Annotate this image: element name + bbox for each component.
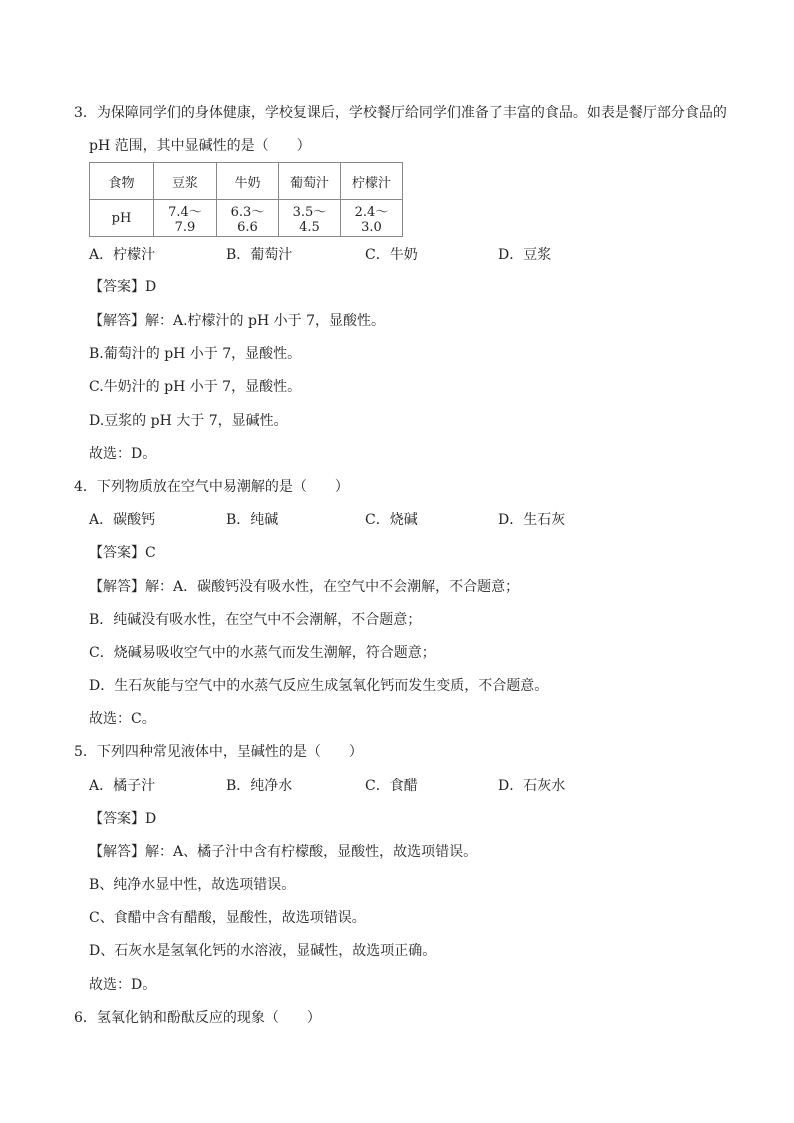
q4-option-d: D．生石灰 [498,512,566,528]
q3-option-d: D．豆浆 [498,247,552,263]
ph-table-header-row [90,163,403,200]
q3-answer: 【答案】D [89,279,157,295]
q3-stem-line2: pH 范围，其中显碱性的是（ ） [89,138,311,154]
q3-analysis-line: D.豆浆的 pH 大于 7，显碱性。 [89,413,288,429]
q6-stem: 6．氢氧化钠和酚酞反应的现象（ ） [74,1010,321,1026]
q5-stem: 5．下列四种常见液体中，呈碱性的是（ ） [74,744,363,760]
q3-analysis-line: 故选：D。 [89,446,157,462]
q3-option-c: C．牛奶 [365,247,418,263]
q5-answer: 【答案】D [89,811,157,827]
table-cell: 牛奶 [217,163,279,200]
q5-analysis-line: 【解答】解：A、橘子汁中含有柠檬酸，显酸性，故选项错误。 [89,844,478,860]
q4-option-a: A．碳酸钙 [89,512,156,528]
table-cell: 6.3～6.6 [217,200,279,237]
ph-table [89,162,403,237]
q4-analysis-line: B．纯碱没有吸水性，在空气中不会潮解，不合题意； [89,612,422,628]
q3-analysis-line: C.牛奶汁的 pH 小于 7，显酸性。 [89,379,302,395]
q4-stem: 4．下列物质放在空气中易潮解的是（ ） [74,479,349,495]
table-cell: pH [90,200,154,237]
table-cell: 7.4～7.9 [154,200,217,237]
q4-analysis-line: 故选：C。 [89,711,156,727]
table-cell: 2.4～3.0 [341,200,403,237]
q3-stem-line1: 3．为保障同学们的身体健康，学校复课后，学校餐厅给同学们准备了丰富的食品。如表是餐厅部分食品的 [74,105,727,121]
q5-analysis-line: B、纯净水显中性，故选项错误。 [89,877,296,893]
q5-option-d: D．石灰水 [498,778,566,794]
q5-option-a: A．橘子汁 [89,778,156,794]
table-cell: 葡萄汁 [279,163,341,200]
q5-analysis-line: D、石灰水是氢氧化钙的水溶液，显碱性，故选项正确。 [89,943,437,959]
q5-analysis-line: C、食醋中含有醋酸，显酸性，故选项错误。 [89,910,366,926]
q3-analysis-line: 【解答】解：A.柠檬汁的 pH 小于 7，显酸性。 [89,313,385,329]
q4-analysis-line: D．生石灰能与空气中的水蒸气反应生成氢氧化钙而发生变质，不合题意。 [89,678,549,694]
q4-answer: 【答案】C [89,545,156,561]
q4-option-b: B．纯碱 [226,512,279,528]
table-cell: 豆浆 [154,163,217,200]
ph-table-value-row [90,200,403,237]
q3-option-b: B．葡萄汁 [226,247,293,263]
q4-analysis-line: C．烧碱易吸收空气中的水蒸气而发生潮解，符合题意； [89,645,436,661]
table-cell: 3.5～4.5 [279,200,341,237]
q5-analysis-line: 故选：D。 [89,977,157,993]
table-cell: 柠檬汁 [341,163,403,200]
q5-option-b: B．纯净水 [226,778,293,794]
q4-option-c: C．烧碱 [365,512,418,528]
q3-option-a: A．柠檬汁 [89,247,156,263]
q4-analysis-line: 【解答】解：A．碳酸钙没有吸水性，在空气中不会潮解，不合题意； [89,579,520,595]
table-cell: 食物 [90,163,154,200]
q3-analysis-line: B.葡萄汁的 pH 小于 7，显酸性。 [89,346,302,362]
q5-option-c: C．食醋 [365,778,418,794]
